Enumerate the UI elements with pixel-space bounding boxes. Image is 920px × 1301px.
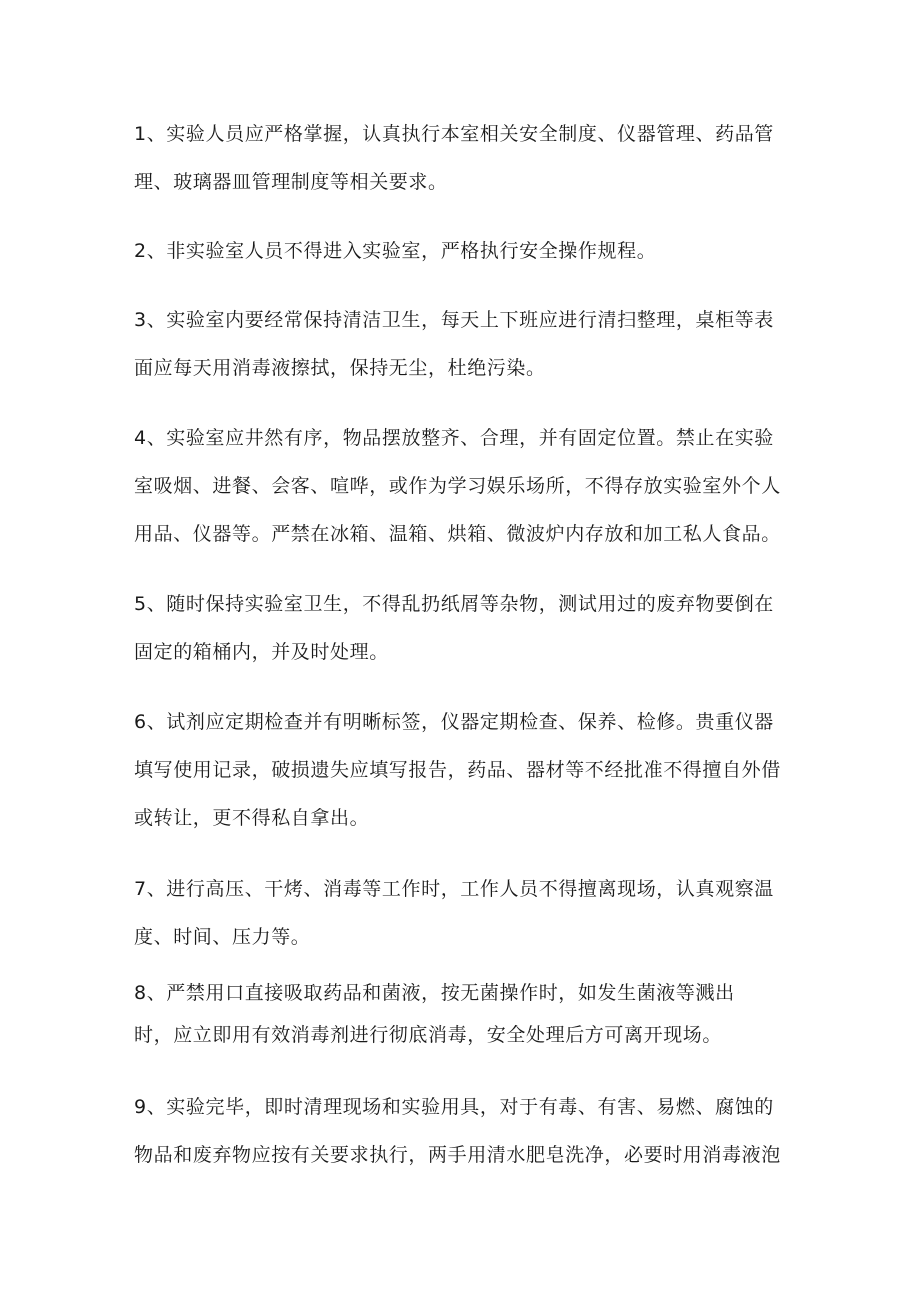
text-line: 时，应立即用有效消毒剂进行彻底消毒，安全处理后方可离开现场。	[134, 1024, 723, 1046]
text-line: 3、实验室内要经常保持清洁卫生，每天上下班应进行清扫整理，桌柜等表	[134, 309, 774, 331]
text-line: 用品、仪器等。严禁在冰箱、温箱、烘箱、微波炉内存放和加工私人食品。	[134, 523, 781, 545]
text-line: 1、实验人员应严格掌握，认真执行本室相关安全制度、仪器管理、药品管	[134, 123, 774, 145]
text-line: 填写使用记录，破损遗失应填写报告，药品、器材等不经批准不得擅自外借	[134, 759, 781, 781]
text-line: 面应每天用消毒液擦拭，保持无尘，杜绝污染。	[134, 357, 546, 379]
text-line: 度、时间、压力等。	[134, 926, 311, 948]
text-line: 2、非实验室人员不得进入实验室，严格执行安全操作规程。	[134, 240, 657, 262]
text-line: 4、实验室应井然有序，物品摆放整齐、合理，并有固定位置。禁止在实验	[134, 427, 774, 449]
text-line: 5、随时保持实验室卫生，不得乱扔纸屑等杂物，测试用过的废弃物要倒在	[134, 593, 774, 615]
text-line: 7、进行高压、干烤、消毒等工作时，工作人员不得擅离现场，认真观察温	[134, 878, 774, 900]
text-line: 8、严禁用口直接吸取药品和菌液，按无菌操作时，如发生菌液等溅出	[134, 982, 735, 1004]
text-line: 6、试剂应定期检查并有明晰标签，仪器定期检查、保养、检修。贵重仪器	[134, 711, 774, 733]
text-line: 理、玻璃器皿管理制度等相关要求。	[134, 171, 448, 193]
text-line: 固定的箱桶内，并及时处理。	[134, 641, 389, 663]
text-line: 9、实验完毕，即时清理现场和实验用具，对于有毒、有害、易燃、腐蚀的	[134, 1096, 774, 1118]
text-line: 室吸烟、进餐、会客、喧哗，或作为学习娱乐场所，不得存放实验室外个人	[134, 475, 781, 497]
text-line: 或转让，更不得私自拿出。	[134, 807, 370, 829]
text-line: 物品和废弃物应按有关要求执行，两手用清水肥皂洗净，必要时用消毒液泡	[134, 1144, 781, 1166]
